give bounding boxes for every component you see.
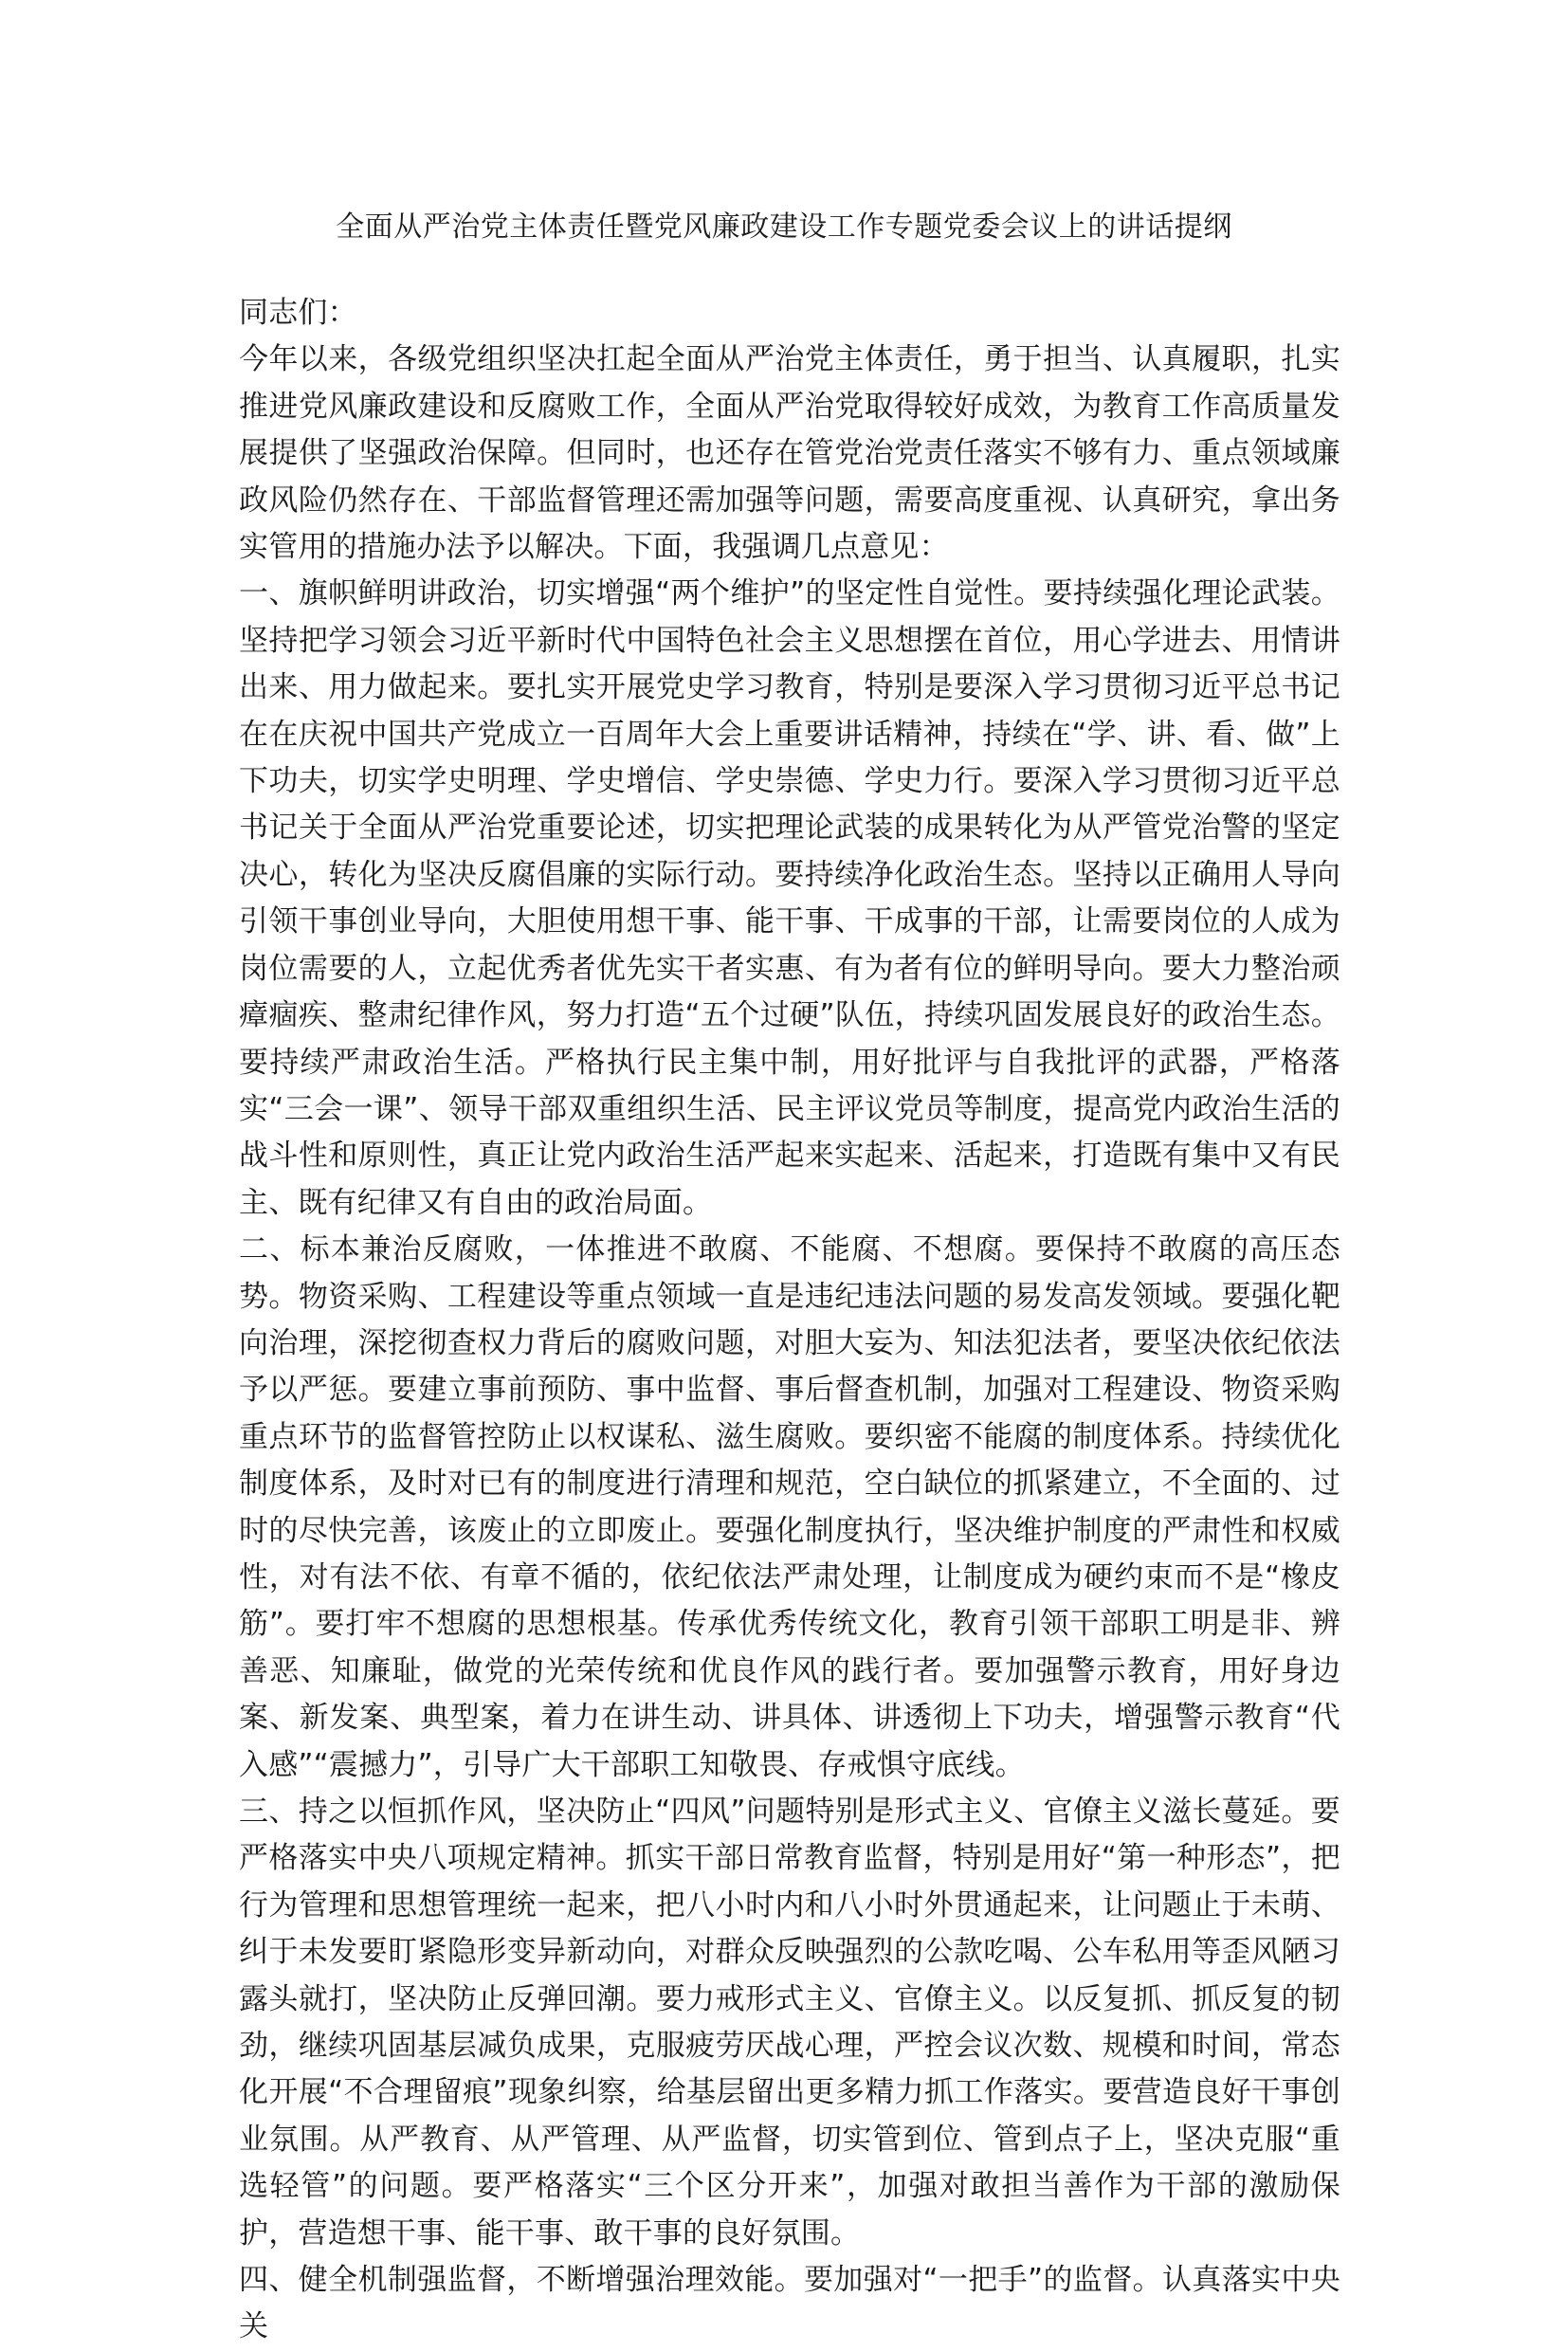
paragraph-section-1: 一、旗帜鲜明讲政治，切实增强“两个维护”的坚定性自觉性。要持续强化理论武装。坚持把学习领会习近平新时代中国特色社会主义思想摆在首位，用心学进去、用情讲出来、用力做起来。要扎实开展党史学习教育，特别是要深入学习贯彻习近平总书记在在庆祝中国共产党成立一百周年大会上重要讲话精神，持续在“学、讲、看、做”上下功夫，切实学史明理、学史增信、学史崇德、学史力行。要深入学习贯彻习近平总书记关于全面从严治党重要论述，切实把理论武装的成果转化为从严管党治警的坚定决心，转化为坚决反腐倡廉的实际行动。要持续净化政治生态。坚持以正确用人导向引领干事创业导向，大胆使用想干事、能干事、干成事的干部，让需要岗位的人成为岗位需要的人，立起优秀者优先实干者实惠、有为者有位的鲜明导向。要大力整治顽瘴痼疾、整肃纪律作风，努力打造“五个过硬”队伍，持续巩固发展良好的政治生态。要持续严肃政治生活。严格执行民主集中制，用好批评与自我批评的武器，严格落实“三会一课”、领导干部双重组织生活、民主评议党员等制度，提高党内政治生活的战斗性和原则性，真正让党内政治生活严起来实起来、活起来，打造既有集中又有民主、既有纪律又有自由的政治局面。 [239,576,1340,1220]
salutation: 同志们： [239,296,357,330]
document-body [239,290,1340,2351]
paragraph-section-3: 三、持之以恒抓作风，坚决防止“四风”问题特别是形式主义、官僚主义滋长蔓延。要严格落实中央八项规定精神。抓实干部日常教育监督，特别是用好“第一种形态”，把行为管理和思想管理统一起来，把八小时内和八小时外贯通起来，让问题止于未萌、纠于未发要盯紧隐形变异新动向，对群众反映强烈的公款吃喝、公车私用等歪风陋习露头就打，坚决防止反弹回潮。要力戒形式主义、官僚主义。以反复抓、抓反复的韧劲，继续巩固基层减负成果，克服疲劳厌战心理，严控会议次数、规模和时间，常态化开展“不合理留痕”现象纠察，给基层留出更多精力抓工作落实。要营造良好干事创业氛围。从严教育、从严管理、从严监督，切实管到位、管到点子上，坚决克服“重选轻管”的问题。要严格落实“三个区分开来”，加强对敢担当善作为干部的激励保护，营造想干事、能干事、敢干事的良好氛围。 [239,1795,1340,2251]
paragraph-section-2: 二、标本兼治反腐败，一体推进不敢腐、不能腐、不想腐。要保持不敢腐的高压态势。物资采购、工程建设等重点领域一直是违纪违法问题的易发高发领域。要强化靶向治理，深挖彻查权力背后的腐败问题，对胆大妄为、知法犯法者，要坚决依纪依法予以严惩。要建立事前预防、事中监督、事后督查机制，加强对工程建设、物资采购重点环节的监督管控防止以权谋私、滋生腐败。要织密不能腐的制度体系。持续优化制度体系，及时对已有的制度进行清理和规范，空白缺位的抓紧建立，不全面的、过时的尽快完善，该废止的立即废止。要强化制度执行，坚决维护制度的严肃性和权威性，对有法不依、有章不循的，依纪依法严肃处理，让制度成为硬约束而不是“橡皮筋”。要打牢不想腐的思想根基。传承优秀传统文化，教育引领干部职工明是非、辨善恶、知廉耻，做党的光荣传统和优良作风的践行者。要加强警示教育，用好身边案、新发案、典型案，着力在讲生动、讲具体、讲透彻上下功夫，增强警示教育“代入感”“震撼力”，引导广大干部职工知敬畏、存戒惧守底线。 [239,1232,1340,1782]
paragraph-intro: 今年以来，各级党组织坚决扛起全面从严治党主体责任，勇于担当、认真履职，扎实推进党风廉政建设和反腐败工作，全面从严治党取得较好成效，为教育工作高质量发展提供了坚强政治保障。但同时，也还存在管党治党责任落实不够有力、重点领域廉政风险仍然存在、干部监督管理还需加强等问题，需要高度重视、认真研究，拿出务实管用的措施办法予以解决。下面，我强调几点意见： [239,342,1340,565]
paragraph-section-4: 四、健全机制强监督，不断增强治理效能。要加强对“一把手”的监督。认真落实中央关 [239,2263,1340,2344]
document-title: 全面从严治党主体责任暨党风廉政建设工作专题党委会议上的讲话提纲 [336,210,1232,244]
